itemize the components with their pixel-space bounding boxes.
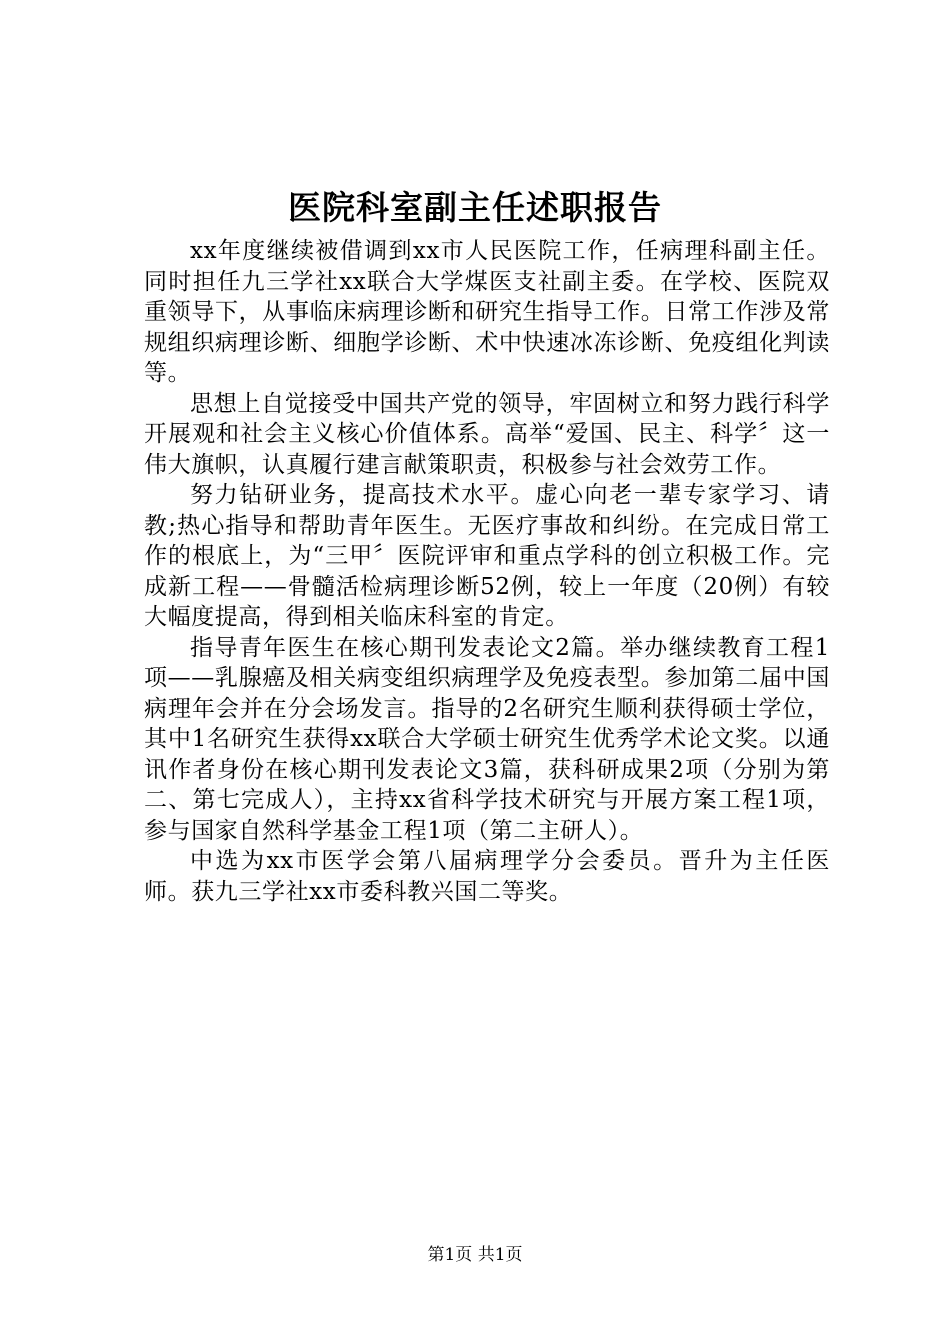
document-title: 医院科室副主任述职报告	[288, 188, 662, 227]
paragraph-3: 努力钻研业务，提高技术水平。虚心向老一辈专家学习、请教;热心指导和帮助青年医生。无医疗事故和纠纷。在完成日常工作的根底上，为“三甲〞医院评审和重点学科的创立积极工作。完成新工程——骨髓活检病理诊断52例，较上一年度（20例）有较大幅度提高，得到相关临床科室的肯定。	[144, 482, 830, 630]
paragraph-5: 中选为xx市医学会第八届病理学分会委员。晋升为主任医师。获九三学社xx市委科教兴国二等奖。	[144, 848, 830, 905]
paragraph-2: 思想上自觉接受中国共产党的领导，牢固树立和努力践行科学开展观和社会主义核心价值体系。高举“爱国、民主、科学〞这一伟大旗帜，认真履行建言献策职责，积极参与社会效劳工作。	[144, 390, 830, 478]
paragraph-1: xx年度继续被借调到xx市人民医院工作，任病理科副主任。同时担任九三学社xx联合大学煤医支社副主委。在学校、医院双重领导下，从事临床病理诊断和研究生指导工作。日常工作涉及常规组织病理诊断、细胞学诊断、术中快速冰冻诊断、免疫组化判读等。	[144, 238, 830, 386]
paragraph-4: 指导青年医生在核心期刊发表论文2篇。举办继续教育工程1项——乳腺癌及相关病变组织病理学及免疫表型。参加第二届中国病理年会并在分会场发言。指导的2名研究生顺利获得硕士学位，其中1名研究生获得xx联合大学硕士研究生优秀学术论文奖。以通讯作者身份在核心期刊发表论文3篇，获科研成果2项（分别为第二、第七完成人），主持xx省科学技术研究与开展方案工程1项，参与国家自然科学基金工程1项（第二主研人）。	[144, 634, 830, 844]
document-body	[144, 236, 830, 907]
page-footer: 第1页 共1页	[427, 1245, 523, 1265]
